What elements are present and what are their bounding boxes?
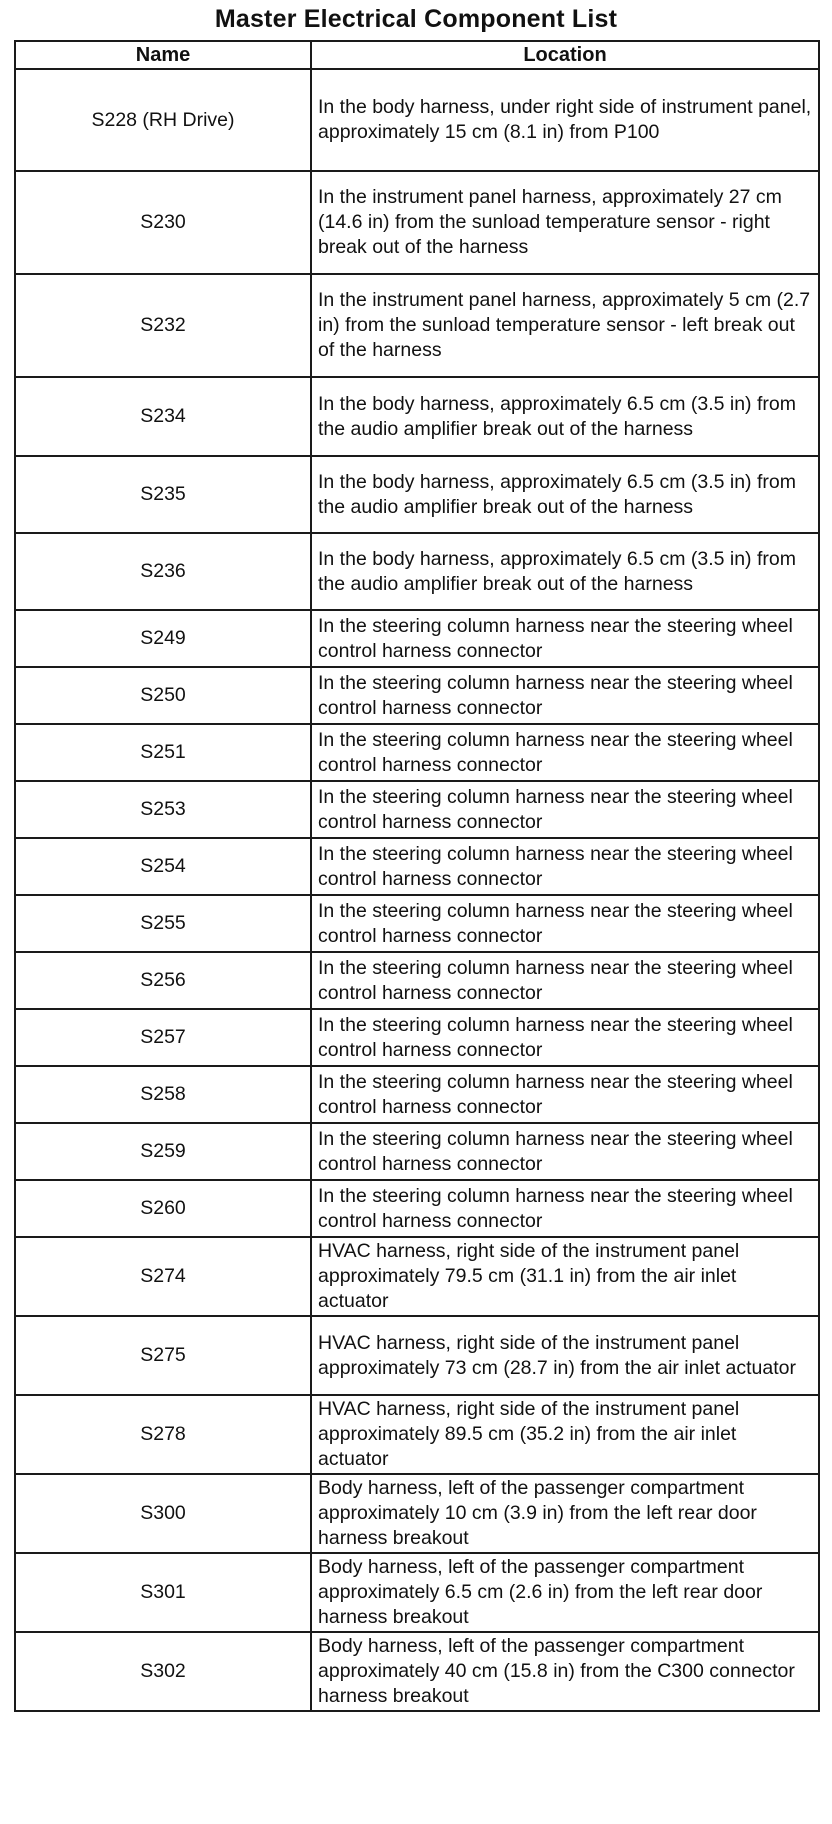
component-location: Body harness, left of the passenger compartment approximately 40 cm (15.8 in) from the C300 connector harness breakout <box>311 1632 819 1711</box>
column-header-name: Name <box>15 41 311 69</box>
table-row <box>15 377 819 456</box>
component-name: S236 <box>15 533 311 610</box>
component-location: In the steering column harness near the steering wheel control harness connector <box>311 781 819 838</box>
component-location: In the steering column harness near the steering wheel control harness connector <box>311 1180 819 1237</box>
table-row <box>15 1066 819 1123</box>
table-row <box>15 781 819 838</box>
component-location: HVAC harness, right side of the instrument panel approximately 73 cm (28.7 in) from the air inlet actuator <box>311 1316 819 1395</box>
table-row <box>15 667 819 724</box>
component-location: HVAC harness, right side of the instrument panel approximately 89.5 cm (35.2 in) from the air inlet actuator <box>311 1395 819 1474</box>
table-header-row <box>15 41 819 69</box>
component-name: S232 <box>15 274 311 377</box>
table-row <box>15 952 819 1009</box>
component-location: Body harness, left of the passenger compartment approximately 6.5 cm (2.6 in) from the left rear door harness breakout <box>311 1553 819 1632</box>
table-row <box>15 1237 819 1316</box>
column-header-location: Location <box>311 41 819 69</box>
table-row <box>15 171 819 274</box>
table-row <box>15 69 819 171</box>
component-location: In the body harness, approximately 6.5 cm (3.5 in) from the audio amplifier break out of the harness <box>311 377 819 456</box>
table-row <box>15 1395 819 1474</box>
component-name: S275 <box>15 1316 311 1395</box>
table-row <box>15 456 819 533</box>
component-location: In the steering column harness near the steering wheel control harness connector <box>311 1123 819 1180</box>
component-location: In the steering column harness near the steering wheel control harness connector <box>311 1066 819 1123</box>
component-location: In the steering column harness near the steering wheel control harness connector <box>311 667 819 724</box>
component-name: S234 <box>15 377 311 456</box>
component-location: In the steering column harness near the steering wheel control harness connector <box>311 724 819 781</box>
component-location: In the steering column harness near the steering wheel control harness connector <box>311 895 819 952</box>
table-row <box>15 838 819 895</box>
component-name: S230 <box>15 171 311 274</box>
table-row <box>15 724 819 781</box>
table-row <box>15 895 819 952</box>
component-name: S254 <box>15 838 311 895</box>
component-location: In the steering column harness near the steering wheel control harness connector <box>311 838 819 895</box>
component-name: S228 (RH Drive) <box>15 69 311 171</box>
page-title: Master Electrical Component List <box>214 5 618 33</box>
component-name: S250 <box>15 667 311 724</box>
component-name: S235 <box>15 456 311 533</box>
component-name: S251 <box>15 724 311 781</box>
component-location: Body harness, left of the passenger compartment approximately 10 cm (3.9 in) from the left rear door harness breakout <box>311 1474 819 1553</box>
table-row <box>15 1009 819 1066</box>
component-location: In the instrument panel harness, approximately 5 cm (2.7 in) from the sunload temperature sensor - left break out of the harness <box>311 274 819 377</box>
component-location: In the body harness, approximately 6.5 cm (3.5 in) from the audio amplifier break out of the harness <box>311 456 819 533</box>
component-name: S256 <box>15 952 311 1009</box>
table-row <box>15 1474 819 1553</box>
component-name: S257 <box>15 1009 311 1066</box>
table-row <box>15 1123 819 1180</box>
table-row <box>15 1180 819 1237</box>
table-row <box>15 533 819 610</box>
component-name: S274 <box>15 1237 311 1316</box>
component-name: S249 <box>15 610 311 667</box>
table-row <box>15 274 819 377</box>
component-name: S301 <box>15 1553 311 1632</box>
table-row <box>15 1316 819 1395</box>
table-row <box>15 1632 819 1711</box>
component-name: S300 <box>15 1474 311 1553</box>
component-location: HVAC harness, right side of the instrument panel approximately 79.5 cm (31.1 in) from the air inlet actuator <box>311 1237 819 1316</box>
table-row <box>15 610 819 667</box>
component-table <box>14 40 820 1712</box>
table-body <box>15 69 819 1711</box>
table-row <box>15 1553 819 1632</box>
component-location: In the body harness, approximately 6.5 cm (3.5 in) from the audio amplifier break out of the harness <box>311 533 819 610</box>
component-name: S255 <box>15 895 311 952</box>
component-name: S260 <box>15 1180 311 1237</box>
component-location: In the body harness, under right side of instrument panel, approximately 15 cm (8.1 in) from P100 <box>311 69 819 171</box>
component-location: In the steering column harness near the steering wheel control harness connector <box>311 1009 819 1066</box>
component-name: S253 <box>15 781 311 838</box>
component-name: S258 <box>15 1066 311 1123</box>
component-location: In the instrument panel harness, approximately 27 cm (14.6 in) from the sunload temperature sensor - right break out of the harness <box>311 171 819 274</box>
component-name: S259 <box>15 1123 311 1180</box>
component-name: S302 <box>15 1632 311 1711</box>
component-location: In the steering column harness near the steering wheel control harness connector <box>311 610 819 667</box>
component-name: S278 <box>15 1395 311 1474</box>
component-location: In the steering column harness near the steering wheel control harness connector <box>311 952 819 1009</box>
